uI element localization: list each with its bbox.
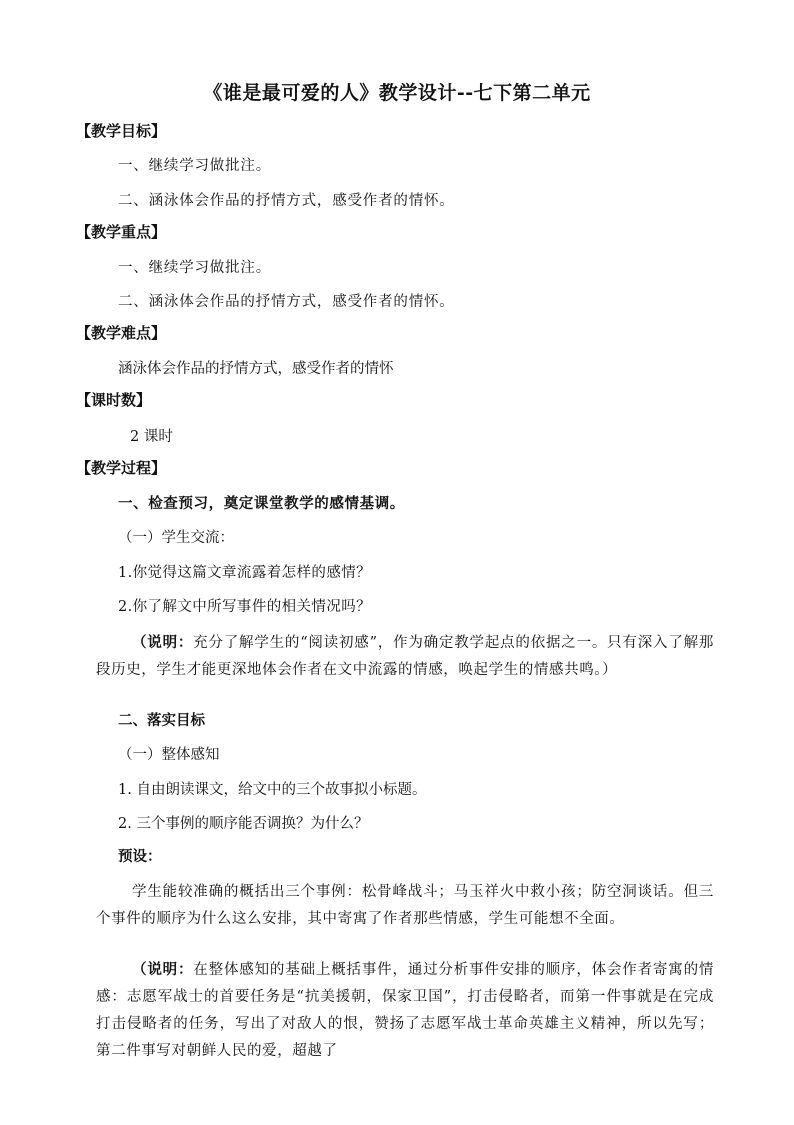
focus-item-2: 二、涵泳体会作品的抒情方式，感受作者的情怀。 (118, 294, 455, 310)
step2-title: 二、落实目标 (118, 712, 205, 729)
step2-note (96, 956, 714, 1065)
step1-note-label: （说明： (132, 634, 194, 651)
hours-heading: 【课时数】 (76, 391, 152, 409)
document-title: 《谁是最可爱的人》教学设计--七下第二单元 (203, 82, 591, 104)
step1-question-2: 2.你了解文中所写事件的相关情况吗？ (118, 599, 372, 615)
goal-item-2: 二、涵泳体会作品的抒情方式，感受作者的情怀。 (118, 193, 455, 209)
focus-heading: 【教学重点】 (76, 223, 167, 241)
difficulty-item-1: 涵泳体会作品的抒情方式，感受作者的情怀 (118, 361, 394, 377)
focus-item-1: 一、继续学习做批注。 (118, 260, 271, 276)
step1-title: 一、检查预习，奠定课堂教学的感情基调。 (118, 495, 405, 512)
step2-question-1: 1. 自由朗读课文，给文中的三个故事拟小标题。 (118, 782, 427, 798)
step1-subtitle: （一）学生交流： (118, 530, 234, 546)
step2-note-text: 在整体感知的基础上概括事件，通过分析事件安排的顺序，体会作者寄寓的情感：志愿军战士的首要任务是“抗美援朝，保家卫国”，打击侵略者，而第一件事就是在完成打击侵略者的任务，写出了对敌人的恨，赞扬了志愿军战士革命英雄主义精神，所以先写；第二件事写对朝鲜人民的爱，超越了 (96, 962, 714, 1059)
goals-heading: 【教学目标】 (76, 122, 167, 140)
step2-subtitle: （一）整体感知 (118, 747, 220, 763)
hours-value: 2 课时 (130, 429, 173, 445)
step1-note (96, 629, 714, 684)
step2-note-label: （说明： (132, 961, 194, 978)
preset-label: 预设： (118, 848, 162, 865)
step1-question-1: 1.你觉得这篇文章流露着怎样的感情？ (118, 565, 372, 581)
step2-question-2: 2. 三个事例的顺序能否调换？为什么？ (118, 816, 369, 832)
process-heading: 【教学过程】 (76, 459, 167, 477)
preset-text: 学生能较准确的概括出三个事例：松骨峰战斗；马玉祥火中救小孩；防空洞谈话。但三个事件的顺序为什么这么安排，其中寄寓了作者那些情感，学生可能想不全面。 (96, 884, 714, 927)
goal-item-1: 一、继续学习做批注。 (118, 158, 271, 174)
difficulty-heading: 【教学难点】 (76, 324, 167, 342)
step1-note-text: 充分了解学生的“阅读初感”，作为确定教学起点的依据之一。只有深入了解那段历史，学生才能更深地体会作者在文中流露的情感，唤起学生的情感共鸣。） (96, 635, 714, 678)
